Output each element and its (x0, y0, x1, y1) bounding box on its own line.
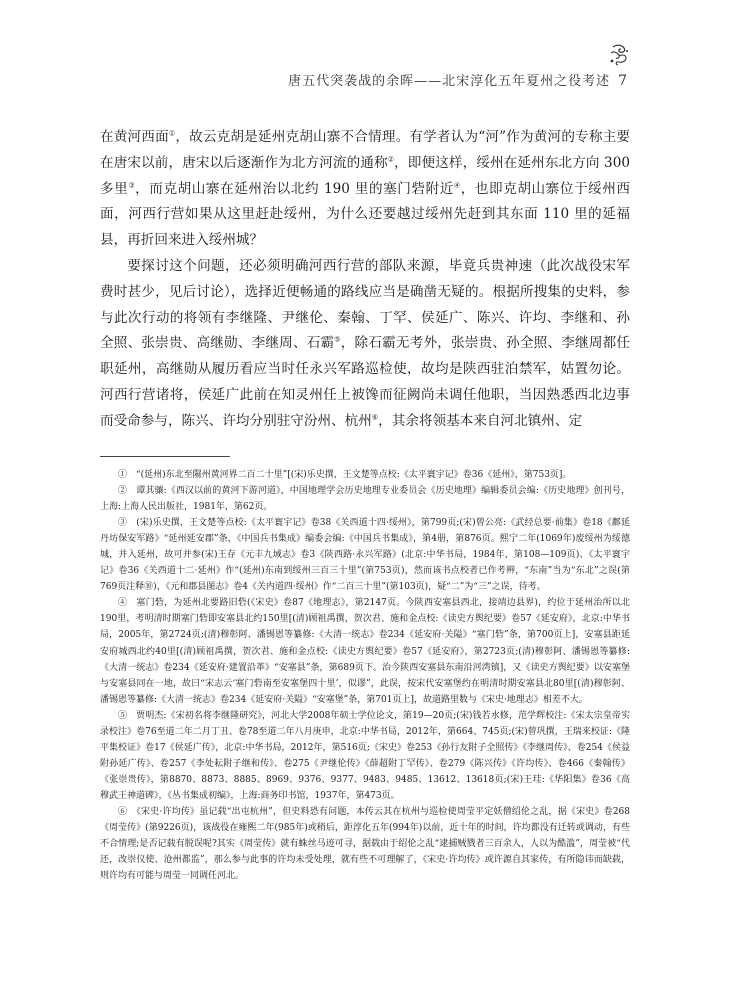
main-text (100, 125, 630, 435)
paragraph-1: 在黄河西面①，故云克胡是延州克胡山寨不合情理。有学者认为“河”作为黄河的专称主要在唐宋以前，唐宋以后逐渐作为北方河流的通称②，即便这样，绥州在延州东北方向 300 多里③，而克胡山寨在延州治以北约 190 里的塞门砦附近④，也即克胡山寨位于绥州西面，河西行营如果从这里赶赴绥州，为什么还要越过绥州先赶到其东面 110 里的延福县，再折回来进入绥州城？ (100, 129, 631, 249)
footnote-ref-5: ⑤ (334, 335, 341, 344)
paragraph-2: 要探讨这个问题，还必须明确河西行营的部队来源，毕竟兵贵神速（此次战役宋军费时甚少，见后讨论），选择近便畅通的路线应当是确凿无疑的。根据所搜集的史料，参与此次行动的将领有李继隆、尹继伦、秦翰、丁罕、侯延广、陈兴、许均、李继和、孙全照、张崇贵、高继勋、李继周、石霸⑤，除石霸无考外，张崇贵、孙全照、李继周都任职延州，高继勋从履历看应当时任永兴军路巡检使，故均是陕西驻泊禁军，姑置勿论。河西行营诸将，侯延广此前在知灵州任上被馋而征阙尚未调任他职，当因熟悉西北边事而受命参与，陈兴、许均分别驻守汾州、杭州⑥，其余将领基本来自河北镇州、定 (100, 257, 630, 429)
footnote-5: ⑤ 贾明杰:《宋初名将李继隆研究》，河北大学2008年硕士学位论文，第19—20页;(宋)钱若水修，范学辉校注:《宋太宗皇帝实录校注》卷76至道二年二月丁丑、卷78至道二年八月庚申，北京:中华书局，2012年，第664、745页;(宋)曾巩撰，王瑞来校证:《隆平集校证》卷17《侯延广传》，北京:中华书局，2012年，第516页;《宋史》卷253《孙行友附子全照传》《李继周传》、卷254《侯益附孙延广传》、卷257《李处耘附子继和传》、卷275《尹继伦传》《薛超附丁罕传》、卷279《陈兴传》《许均传》、卷466《秦翰传》《张崇贵传》，第8870、8873、8885、8969、9376、9377、9483、9485、13612、13618页;(宋)王珪:《华阳集》卷36《高穆武王神道碑》，《丛书集成初编》，上海:商务印书馆，1937年，第473页。 (100, 710, 630, 801)
footnote-4: ④ 塞门砦，为延州北要路旧砦(《宋史》卷87《地理志》，第2147页。今陕西安塞县西北，接靖边县界)，约位于延州治所以北190里，考明清时期塞门砦即安塞县北约150里[(清)顾祖禹撰，贺次君、施和金点校:《读史方舆纪要》卷57《延安府》，北京:中华书局，2005年，第2724页;(清)穆彰阿、潘锡恩等纂修:《大清一统志》卷234《延安府·关隘》“塞门砦”条，第700页上]，安塞县距延安府城西北约40里[(清)顾祖禹撰，贺次君、施和金点校:《读史方舆纪要》卷57《延安府》，第2723页;(清)穆彰阿、潘锡恩等纂修:《大清一统志》卷234《延安府·建置沿革》“安塞县”条，第689页下。治今陕西安塞县东南沿河湾镇]，又《读史方舆纪要》以安塞堡与安塞县同在一地，故曰“宋志云‘塞门砦南至安塞堡四十里’，似谬”，此误，按宋代安塞堡约在明清时期安塞县北80里[(清)穆彰阿、潘锡恩等纂修:《大清一统志》卷234《延安府·关隘》“安塞堡”条，第701页上]，故道路里数与《宋史·地理志》相差不大。 (100, 598, 630, 705)
journal-seal-icon (607, 44, 631, 66)
running-header (100, 70, 628, 89)
footnote-6: ⑥ 《宋史·许均传》虽记载“出屯杭州”，但史料恐有问题，本传云其在杭州与巡检使周莹平定妖僧绍伦之乱，据《宋史》卷268《周莹传》(第9226页)，该战役在雍熙二年(985年)或稍后，距淳化五年(994年)以前，近十年的时间，许均都没有迁转或调动，有些不合情理;是否记载有脱误呢?其实《周莹传》就有蛛丝马迹可寻，据载由于绍伦之乱“逮捕贼戮者三百余人，人以为酷滥”，周莹被“代还，改崇仪使、沧州都监”，那么参与此事的许均未受处理，就有些不可理解了，《宋史·许均传》或许源自其家传，有所隐讳而缺载，则许均有可能与周莹一同调任河北。 (100, 806, 630, 882)
footnote-2: ② 谭其骧:《西汉以前的黄河下游河道》，中国地理学会历史地理专业委员会《历史地理》编辑委员会编:《历史地理》创刊号，上海:上海人民出版社，1981年，第62页。 (100, 486, 630, 513)
footnote-ref-4: ④ (453, 181, 461, 190)
page-number: 7 (618, 73, 628, 89)
footnote-1: ① “(延州)东北至隰州黄河界二百二十里”[(宋)乐史撰，王文楚等点校:《太平寰宇记》卷36《延州》，第753页]。 (118, 470, 572, 480)
footnote-ref-2: ② (387, 155, 395, 164)
running-title: 唐五代突袭战的余晖——北宋淳化五年夏州之役考述 (288, 74, 611, 89)
footnote-divider (100, 456, 230, 457)
footnote-ref-3: ③ (128, 181, 136, 190)
footnote-ref-1: ① (168, 129, 176, 138)
footnote-3: ③ (宋)乐史撰，王文楚等点校:《太平寰宇记》卷38《关西道十四·绥州》，第799页;(宋)曾公亮:《武经总要·前集》卷18《鄜延丹坊保安军路》“延州延安郡”条，《中国兵书集成》编委会编:《中国兵书集成》，第4册，第876页。熙宁二年(1069年)废绥州为绥德城，并入延州，故可并参(宋)王存《元丰九域志》卷3《陕西路·永兴军路》(北京:中华书局，1984年，第108—109页)、《太平寰宇记》卷36《关西道十二·延州》作“(延州)东南到绥州三百三十里”(第753页)，然而该书点校者已作考辨，“东南”当为“东北”之误(第769页注释⑩)，《元和郡县图志》卷4《关内道四·绥州》作“二百三十里”(第103页)，疑“二”为“三”之误，待考。 (100, 518, 630, 593)
footnotes (100, 467, 630, 884)
footnote-ref-6: ⑥ (371, 413, 379, 422)
